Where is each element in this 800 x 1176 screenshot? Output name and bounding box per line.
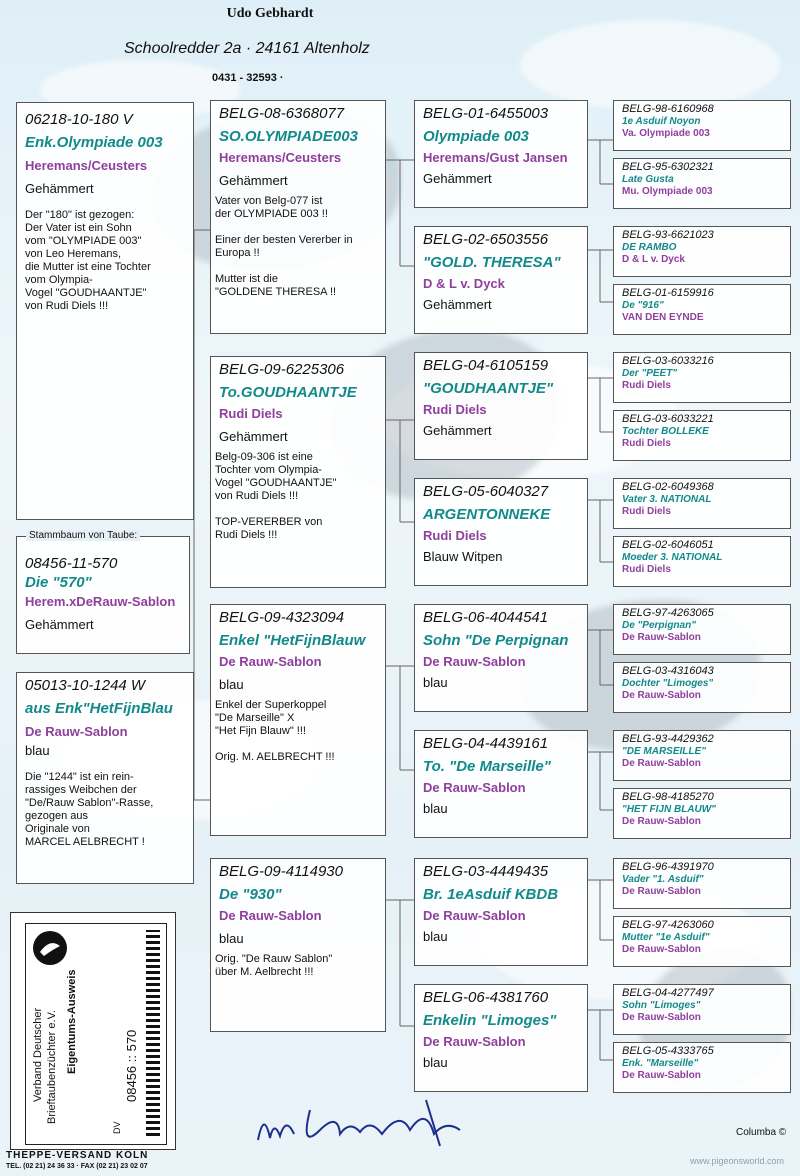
great-grandparent-color: Gehämmert xyxy=(423,171,492,186)
ancestor-ring-number: BELG-98-4185270 xyxy=(622,791,714,803)
grandparent-color: Gehämmert xyxy=(219,429,288,444)
grandparent-ring-number: BELG-08-6368077 xyxy=(219,105,345,122)
grandparent-breeder: Rudi Diels xyxy=(219,406,283,421)
ancestor-ring-number: BELG-97-4263060 xyxy=(622,919,714,931)
card-ring-number: 08456 :: 570 xyxy=(124,1029,139,1102)
great-grandparent-color: Gehämmert xyxy=(423,297,492,312)
subject-breeder: Herem.xDeRauw-Sablon xyxy=(25,594,176,609)
father-breeder: Heremans/Ceusters xyxy=(25,158,148,173)
ancestor-box xyxy=(613,410,791,461)
grandparent-name: SO.OLYMPIADE003 xyxy=(219,128,358,145)
ancestor-name: DE RAMBO xyxy=(622,242,677,253)
great-grandparent-breeder: Rudi Diels xyxy=(423,402,487,417)
ancestor-ring-number: BELG-02-6049368 xyxy=(622,481,714,493)
great-grandparent-ring-number: BELG-02-6503556 xyxy=(423,231,549,248)
ancestor-breeder: De Rauw-Sablon xyxy=(622,886,701,897)
father-box xyxy=(16,102,194,520)
grandparent-box xyxy=(210,858,386,1032)
ancestor-breeder: De Rauw-Sablon xyxy=(622,632,701,643)
father-name: Enk.Olympiade 003 xyxy=(25,134,163,151)
ancestor-ring-number: BELG-02-6046051 xyxy=(622,539,714,551)
ancestor-ring-number: BELG-03-6033221 xyxy=(622,413,714,425)
ownership-card xyxy=(10,912,176,1150)
great-grandparent-ring-number: BELG-04-6105159 xyxy=(423,357,549,374)
ancestor-ring-number: BELG-95-6302321 xyxy=(622,161,714,173)
ancestor-ring-number: BELG-93-4429362 xyxy=(622,733,714,745)
great-grandparent-ring-number: BELG-04-4439161 xyxy=(423,735,549,752)
ancestor-box xyxy=(613,984,791,1035)
great-grandparent-name: "GOUDHAANTJE" xyxy=(423,380,554,397)
ancestor-name: Vater 3. NATIONAL xyxy=(622,494,712,505)
grandparent-note: Belg-09-306 ist eine Tochter vom Olympia- Vogel "GOUDHAANTJE" von Rudi Diels !!! TOP-VERERBER von Rudi Diels !!! xyxy=(215,451,337,541)
great-grandparent-breeder: D & L v. Dyck xyxy=(423,276,505,291)
great-grandparent-name: Enkelin "Limoges" xyxy=(423,1012,557,1029)
great-grandparent-name: Sohn "De Perpignan xyxy=(423,632,569,649)
ancestor-ring-number: BELG-03-6033216 xyxy=(622,355,714,367)
ancestor-box xyxy=(613,858,791,909)
grandparent-name: De "930" xyxy=(219,886,282,903)
great-grandparent-breeder: Heremans/Gust Jansen xyxy=(423,150,568,165)
card-footer: THEPPE-VERSAND KÖLN xyxy=(6,1150,149,1161)
card-title: Eigentums-Ausweis xyxy=(66,969,78,1074)
ancestor-breeder: De Rauw-Sablon xyxy=(622,1012,701,1023)
mother-color: blau xyxy=(25,743,50,758)
ancestor-ring-number: BELG-03-4316043 xyxy=(622,665,714,677)
grandparent-note: Orig. "De Rauw Sablon" über M. Aelbrecht !!! xyxy=(215,953,333,978)
ancestor-box xyxy=(613,662,791,713)
mother-box xyxy=(16,672,194,884)
ancestor-name: Vader "1. Asduif" xyxy=(622,874,704,885)
grandparent-breeder: De Rauw-Sablon xyxy=(219,908,322,923)
ancestor-name: "DE MARSEILLE" xyxy=(622,746,706,757)
owner-address: Schoolredder 2a · 24161 Altenholz xyxy=(124,40,370,57)
ancestor-breeder: Va. Olympiade 003 xyxy=(622,128,710,139)
ancestor-name: Mutter "1e Asduif" xyxy=(622,932,710,943)
great-grandparent-box xyxy=(414,984,588,1092)
great-grandparent-box xyxy=(414,478,588,586)
background-cloud xyxy=(520,20,780,110)
great-grandparent-color: Gehämmert xyxy=(423,423,492,438)
grandparent-name: Enkel "HetFijnBlauw xyxy=(219,632,366,649)
ancestor-ring-number: BELG-93-6621023 xyxy=(622,229,714,241)
grandparent-box xyxy=(210,100,386,334)
copyright-mark: Columba © xyxy=(736,1127,787,1138)
ancestor-breeder: Rudi Diels xyxy=(622,438,671,449)
ancestor-breeder: Mu. Olympiade 003 xyxy=(622,186,713,197)
grandparent-ring-number: BELG-09-4323094 xyxy=(219,609,345,626)
grandparent-name: To.GOUDHAANTJE xyxy=(219,384,357,401)
ancestor-breeder: Rudi Diels xyxy=(622,564,671,575)
mother-note: Die "1244" ist ein rein- rassiges Weibchen der "De/Rauw Sablon"-Rasse, gezogen aus Originale von MARCEL AELBRECHT ! xyxy=(25,771,154,848)
great-grandparent-color: blau xyxy=(423,1055,448,1070)
ancestor-name: 1e Asduif Noyon xyxy=(622,116,701,127)
great-grandparent-box xyxy=(414,604,588,712)
card-logo-icon xyxy=(30,928,70,968)
ancestor-box xyxy=(613,788,791,839)
ancestor-box xyxy=(613,478,791,529)
great-grandparent-name: To. "De Marseille" xyxy=(423,758,551,775)
owner-name: Udo Gebhardt xyxy=(226,6,314,21)
ownership-card-frame xyxy=(25,923,167,1145)
great-grandparent-box xyxy=(414,352,588,460)
ancestor-breeder: De Rauw-Sablon xyxy=(622,690,701,701)
grandparent-ring-number: BELG-09-4114930 xyxy=(219,863,343,880)
great-grandparent-ring-number: BELG-05-6040327 xyxy=(423,483,549,500)
subject-color: Gehämmert xyxy=(25,617,94,632)
ancestor-box xyxy=(613,100,791,151)
great-grandparent-color: blau xyxy=(423,675,448,690)
ancestor-name: Tochter BOLLEKE xyxy=(622,426,709,437)
ancestor-breeder: D & L v. Dyck xyxy=(622,254,685,265)
grandparent-color: blau xyxy=(219,677,244,692)
website-watermark: www.pigeonsworld.com xyxy=(690,1156,785,1166)
ancestor-name: "HET FIJN BLAUW" xyxy=(622,804,716,815)
ancestor-ring-number: BELG-05-4333765 xyxy=(622,1045,714,1057)
great-grandparent-ring-number: BELG-06-4044541 xyxy=(423,609,549,626)
card-footer-contact: TEL. (02 21) 24 36 33 · FAX (02 21) 23 02 07 xyxy=(6,1163,148,1170)
card-border-pattern xyxy=(146,930,160,1136)
grandparent-note: Vater von Belg-077 ist der OLYMPIADE 003 !! Einer der besten Vererber in Europa !! Mutter ist die "GOLDENE THERESA !! xyxy=(215,195,353,298)
owner-phone: 0431 - 32593 · xyxy=(212,72,284,84)
ancestor-name: De "Perpignan" xyxy=(622,620,696,631)
ancestor-ring-number: BELG-01-6159916 xyxy=(622,287,714,299)
grandparent-box xyxy=(210,356,386,588)
great-grandparent-breeder: De Rauw-Sablon xyxy=(423,780,526,795)
grandparent-breeder: Heremans/Ceusters xyxy=(219,150,342,165)
grandparent-note: Enkel der Superkoppel "De Marseille" X "Het Fijn Blauw" !!! Orig. M. AELBRECHT !!! xyxy=(215,699,335,763)
mother-name: aus Enk"HetFijnBlau xyxy=(25,700,173,717)
ancestor-breeder: De Rauw-Sablon xyxy=(622,944,701,955)
ancestor-breeder: De Rauw-Sablon xyxy=(622,816,701,827)
ancestor-box xyxy=(613,916,791,967)
ancestor-ring-number: BELG-97-4263065 xyxy=(622,607,714,619)
card-org-line2: Brieftaubenzüchter e.V. xyxy=(46,1010,58,1124)
card-org-line1: Verband Deutscher xyxy=(32,1007,44,1102)
great-grandparent-color: Blauw Witpen xyxy=(423,549,503,564)
ancestor-ring-number: BELG-04-4277497 xyxy=(622,987,714,999)
mother-breeder: De Rauw-Sablon xyxy=(25,724,128,739)
great-grandparent-name: Br. 1eAsduif KBDB xyxy=(423,886,559,903)
card-ring-prefix: DV xyxy=(112,1121,122,1134)
grandparent-breeder: De Rauw-Sablon xyxy=(219,654,322,669)
pedigree-label: Stammbaum von Taube: xyxy=(26,530,140,541)
ancestor-box xyxy=(613,158,791,209)
father-note: Der "180" ist gezogen: Der Vater ist ein Sohn vom "OLYMPIADE 003" von Leo Heremans, die Mutter ist eine Tochter vom Olympia- Vogel "GOUDHAANTJE" von Rudi Diels !!! xyxy=(25,209,151,312)
ancestor-box xyxy=(613,352,791,403)
great-grandparent-ring-number: BELG-03-4449435 xyxy=(423,863,549,880)
ancestor-name: Der "PEET" xyxy=(622,368,678,379)
signature-image xyxy=(250,1090,490,1160)
grandparent-color: Gehämmert xyxy=(219,173,288,188)
great-grandparent-box xyxy=(414,858,588,966)
subject-ring-number: 08456-11-570 xyxy=(25,555,118,572)
great-grandparent-box xyxy=(414,100,588,208)
ancestor-ring-number: BELG-98-6160968 xyxy=(622,103,714,115)
ancestor-name: De "916" xyxy=(622,300,664,311)
ancestor-name: Sohn "Limoges" xyxy=(622,1000,701,1011)
subject-box xyxy=(16,536,190,654)
ancestor-box xyxy=(613,730,791,781)
grandparent-color: blau xyxy=(219,931,244,946)
ancestor-breeder: De Rauw-Sablon xyxy=(622,1070,701,1081)
great-grandparent-ring-number: BELG-06-4381760 xyxy=(423,989,549,1006)
ancestor-name: Moeder 3. NATIONAL xyxy=(622,552,723,563)
mother-ring-number: 05013-10-1244 W xyxy=(25,677,146,694)
ancestor-breeder: Rudi Diels xyxy=(622,506,671,517)
ancestor-ring-number: BELG-96-4391970 xyxy=(622,861,714,873)
father-ring-number: 06218-10-180 V xyxy=(25,111,133,128)
great-grandparent-box xyxy=(414,226,588,334)
ancestor-box xyxy=(613,284,791,335)
subject-name: Die "570" xyxy=(25,574,92,591)
ancestor-box xyxy=(613,1042,791,1093)
great-grandparent-breeder: De Rauw-Sablon xyxy=(423,908,526,923)
great-grandparent-name: "GOLD. THERESA" xyxy=(423,254,561,271)
ancestor-breeder: VAN DEN EYNDE xyxy=(622,312,704,323)
ancestor-breeder: Rudi Diels xyxy=(622,380,671,391)
ancestor-name: Enk. "Marseille" xyxy=(622,1058,699,1069)
ancestor-breeder: De Rauw-Sablon xyxy=(622,758,701,769)
grandparent-ring-number: BELG-09-6225306 xyxy=(219,361,345,378)
great-grandparent-color: blau xyxy=(423,801,448,816)
great-grandparent-breeder: De Rauw-Sablon xyxy=(423,1034,526,1049)
ancestor-box xyxy=(613,604,791,655)
great-grandparent-color: blau xyxy=(423,929,448,944)
great-grandparent-name: Olympiade 003 xyxy=(423,128,529,145)
ancestor-box xyxy=(613,226,791,277)
great-grandparent-box xyxy=(414,730,588,838)
grandparent-box xyxy=(210,604,386,836)
great-grandparent-breeder: Rudi Diels xyxy=(423,528,487,543)
father-color: Gehämmert xyxy=(25,181,94,196)
great-grandparent-ring-number: BELG-01-6455003 xyxy=(423,105,549,122)
great-grandparent-name: ARGENTONNEKE xyxy=(423,506,551,523)
ancestor-box xyxy=(613,536,791,587)
ancestor-name: Late Gusta xyxy=(622,174,674,185)
great-grandparent-breeder: De Rauw-Sablon xyxy=(423,654,526,669)
ancestor-name: Dochter "Limoges" xyxy=(622,678,714,689)
